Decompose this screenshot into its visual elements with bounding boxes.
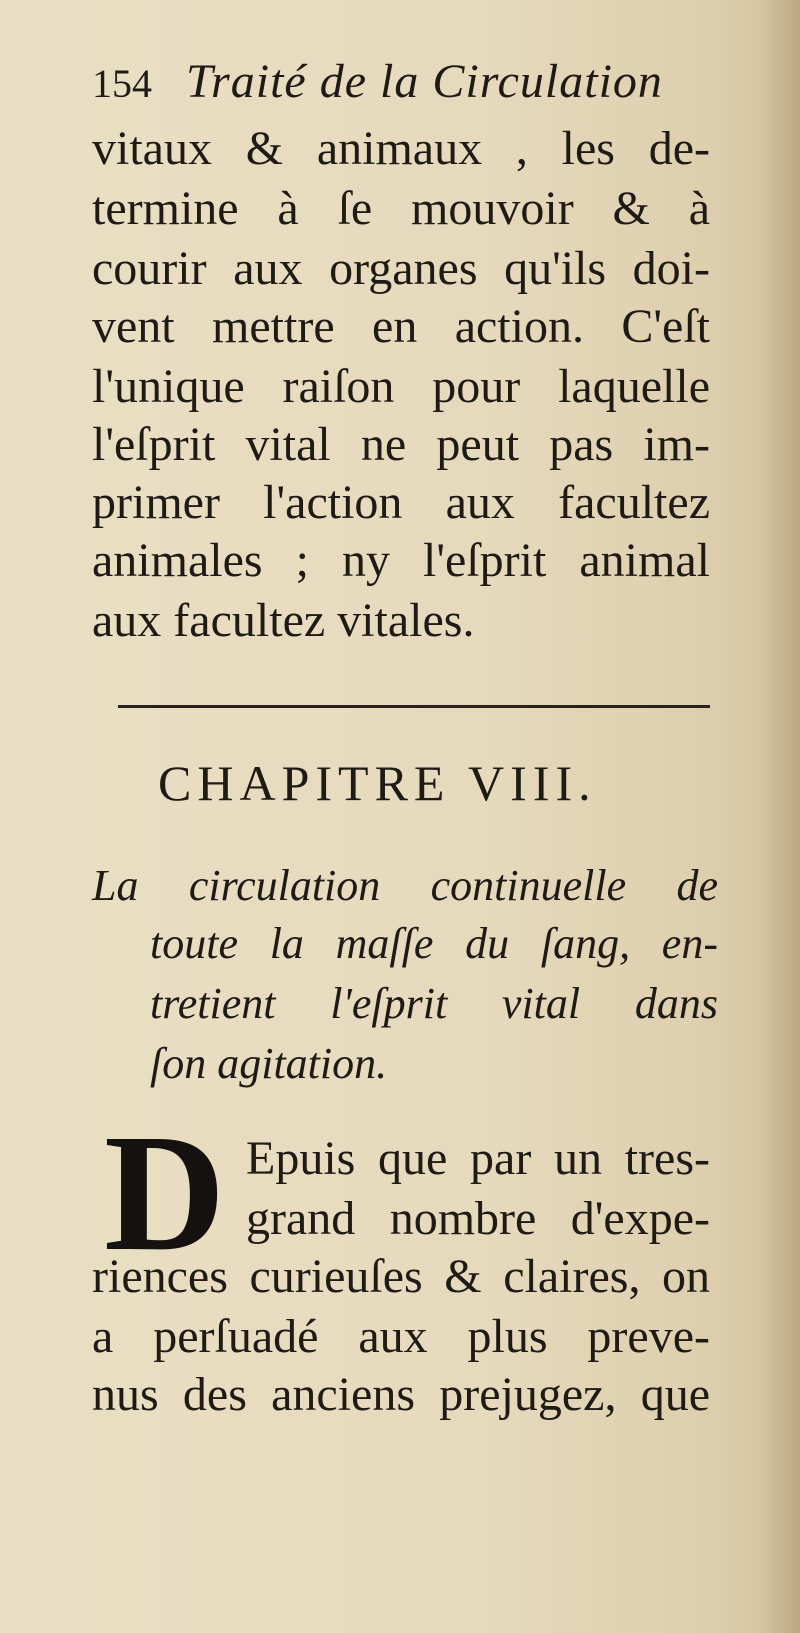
subtitle-line: tretient l'eſprit vital dans [150,979,718,1028]
text-line: aux facultez vitales. [92,594,475,647]
text-line: vitaux & animaux , les de- [92,122,710,175]
text-line: Epuis que par un tres- [246,1132,710,1185]
text-line: animales ; ny l'eſprit animal [92,534,710,587]
section-divider [118,705,710,708]
text-line: nus des anciens prejugez, que [92,1368,710,1421]
running-title: Traité de la Circulation [186,55,663,108]
text-line: l'eſprit vital ne peut pas im- [92,418,710,471]
text-line: grand nombre d'expe- [246,1192,710,1245]
text-line: l'unique raiſon pour laquelle [92,360,710,413]
page-header [92,52,712,114]
text-line: vent mettre en action. C'eſt [92,300,710,353]
text-line: termine à ſe mouvoir & à [92,182,710,235]
subtitle-line: ſon agitation. [150,1039,388,1088]
page-edge-shadow [760,0,800,1633]
page-number: 154 [92,61,152,106]
drop-cap: D [104,1100,226,1286]
chapter-title: CHAPITRE VIII. [158,755,597,811]
text-line: a perſuadé aux plus preve- [92,1310,710,1363]
text-line: riences curieuſes & claires, on [92,1250,710,1303]
text-line: primer l'action aux facultez [92,476,710,529]
subtitle-line: La circulation continuelle de [92,861,718,910]
subtitle-line: toute la maſſe du ſang, en- [150,919,718,968]
text-line: courir aux organes qu'ils doi- [92,242,710,295]
